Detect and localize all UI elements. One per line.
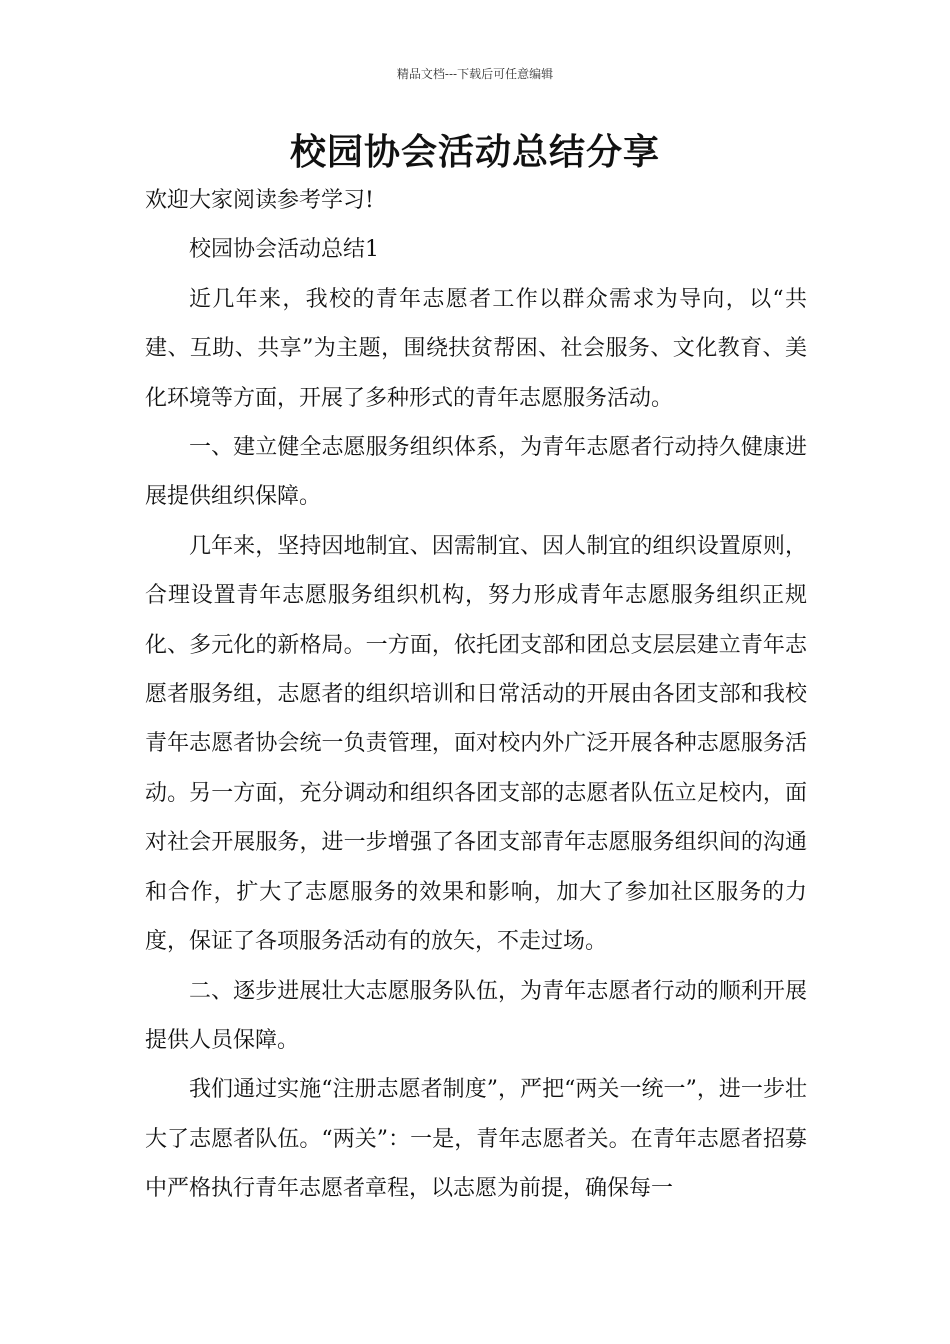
paragraph-intro: 近几年来，我校的青年志愿者工作以群众需求为导向，以“共建、互助、共享”为主题，围绕扶贫帮困、社会服务、文化教育、美化环境等方面，开展了多种形式的青年志愿服务活动。 xyxy=(145,286,807,411)
document-title: 校园协会活动总结分享 xyxy=(289,131,660,173)
document-body xyxy=(145,176,807,1214)
paragraph-point-one-detail: 几年来，坚持因地制宜、因需制宜、因人制宜的组织设置原则，合理设置青年志愿服务组织机构，努力形成青年志愿服务组织正规化、多元化的新格局。一方面，依托团支部和团总支层层建立青年志愿者服务组，志愿者的组织培训和日常活动的开展由各团支部和我校青年志愿者协会统一负责管理，面对校内外广泛开展各种志愿服务活动。另一方面，充分调动和组织各团支部的志愿者队伍立足校内，面对社会开展服务，进一步增强了各团支部青年志愿服务组织间的沟通和合作，扩大了志愿服务的效果和影响，加大了参加社区服务的力度，保证了各项服务活动有的放矢，不走过场。 xyxy=(145,533,807,955)
paragraph-greeting: 欢迎大家阅读参考学习! xyxy=(145,188,374,213)
paragraph-section-heading: 校园协会活动总结1 xyxy=(189,237,379,263)
paragraph-point-one: 一、建立健全志愿服务组织体系，为青年志愿者行动持久健康进展提供组织保障。 xyxy=(145,435,807,510)
paragraph-point-two: 二、逐步进展壮大志愿服务队伍，为青年志愿者行动的顺利开展提供人员保障。 xyxy=(145,978,807,1053)
paragraph-point-two-detail: 我们通过实施“注册志愿者制度”，严把“两关一统一”，进一步壮大了志愿者队伍。“两关”：一是，青年志愿者关。在青年志愿者招募中严格执行青年志愿者章程，以志愿为前提，确保每一 xyxy=(145,1077,807,1202)
header-note: 精品文档---下载后可任意编辑 xyxy=(396,67,554,81)
